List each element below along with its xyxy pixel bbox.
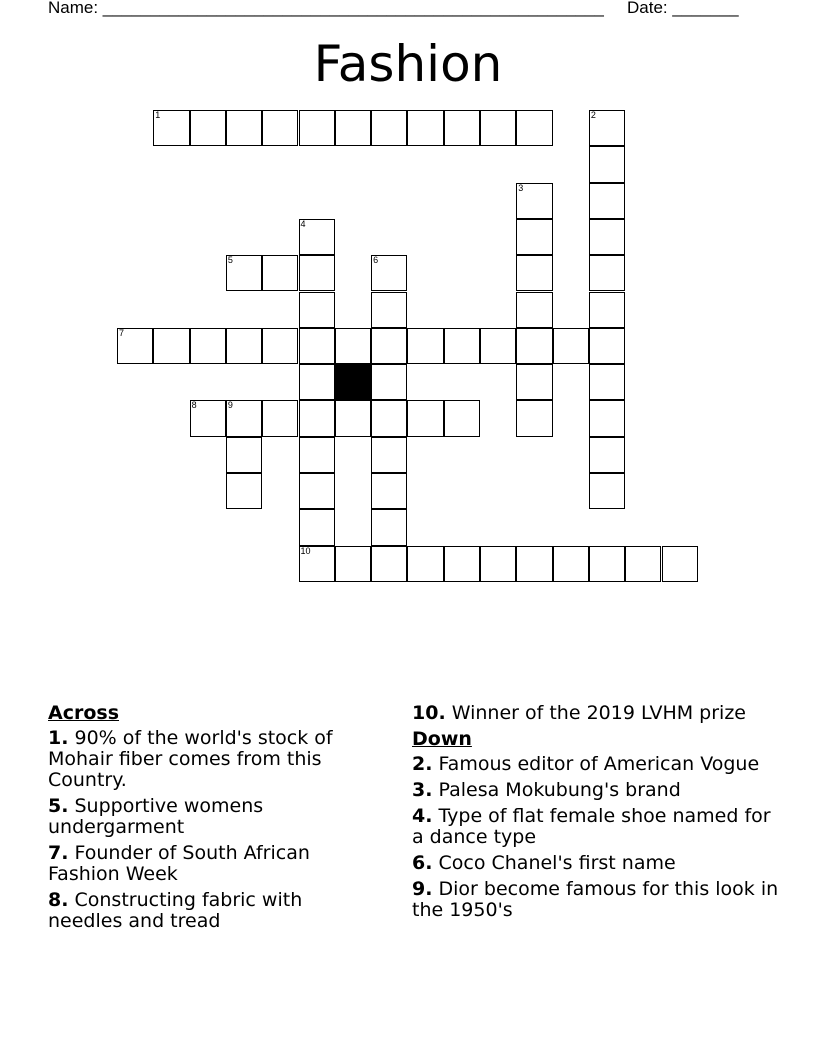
- grid-cell[interactable]: [226, 255, 262, 291]
- grid-cell[interactable]: [371, 328, 407, 364]
- name-field[interactable]: Name: _____________________________________________________: [48, 0, 604, 17]
- clue-across-1: [48, 728, 378, 791]
- grid-cell[interactable]: [589, 473, 625, 509]
- clue-across-8: [48, 890, 378, 932]
- grid-cell[interactable]: [335, 400, 371, 436]
- clue-text: Type of flat female shoe named for a dance type: [412, 805, 771, 848]
- grid-cell[interactable]: [516, 183, 552, 219]
- grid-cell[interactable]: [226, 110, 262, 146]
- clue-down-9: [412, 879, 782, 921]
- clue-number-label: 7: [119, 327, 125, 338]
- grid-cell[interactable]: [299, 509, 335, 545]
- clue-number-label: 9: [227, 400, 233, 411]
- grid-cell[interactable]: [299, 473, 335, 509]
- grid-cell[interactable]: [407, 546, 443, 582]
- grid-cell[interactable]: [589, 546, 625, 582]
- grid-cell[interactable]: [662, 546, 698, 582]
- grid-cell[interactable]: [589, 292, 625, 328]
- grid-cell[interactable]: [153, 328, 189, 364]
- clue-text: Coco Chanel's first name: [438, 852, 676, 874]
- grid-cell[interactable]: [299, 546, 335, 582]
- grid-cell[interactable]: [444, 110, 480, 146]
- clue-text: Supportive womens undergarment: [48, 795, 264, 838]
- page-title: Fashion: [313, 35, 503, 93]
- grid-cell[interactable]: [553, 546, 589, 582]
- grid-cell[interactable]: [299, 255, 335, 291]
- clue-across-10: [412, 703, 782, 724]
- clue-number: 5.: [48, 795, 69, 817]
- grid-cell[interactable]: [299, 292, 335, 328]
- grid-cell[interactable]: [480, 546, 516, 582]
- grid-cell[interactable]: [516, 219, 552, 255]
- clue-text: Famous editor of American Vogue: [438, 753, 760, 775]
- date-field[interactable]: Date: _______: [627, 0, 739, 17]
- clue-number-label: 10: [300, 545, 311, 556]
- grid-cell[interactable]: [516, 328, 552, 364]
- grid-cell[interactable]: [299, 437, 335, 473]
- grid-cell[interactable]: [190, 110, 226, 146]
- clue-number: 4.: [412, 805, 433, 827]
- grid-cell[interactable]: [625, 546, 661, 582]
- clue-text: Founder of South African Fashion Week: [48, 842, 310, 885]
- grid-cell[interactable]: [299, 400, 335, 436]
- clue-text: Winner of the 2019 LVHM prize: [451, 702, 746, 724]
- clue-text: Palesa Mokubung's brand: [438, 779, 681, 801]
- grid-cell[interactable]: [299, 110, 335, 146]
- grid-cell[interactable]: [371, 473, 407, 509]
- grid-cell[interactable]: [589, 364, 625, 400]
- clue-number-label: 2: [590, 110, 596, 120]
- clue-number-label: 8: [191, 400, 197, 411]
- clues-column-right: [412, 703, 782, 926]
- grid-cell[interactable]: [516, 255, 552, 291]
- grid-cell[interactable]: [589, 328, 625, 364]
- grid-cell[interactable]: [226, 437, 262, 473]
- grid-cell[interactable]: [589, 400, 625, 436]
- black-square: [335, 364, 371, 400]
- grid-cell[interactable]: [371, 546, 407, 582]
- grid-cell[interactable]: [226, 400, 262, 436]
- clue-number: 2.: [412, 753, 433, 775]
- clue-text: Constructing fabric with needles and tread: [48, 889, 303, 932]
- clue-number: 10.: [412, 702, 446, 724]
- clue-text: Dior become famous for this look in the 1950's: [412, 878, 779, 921]
- grid-cell[interactable]: [335, 328, 371, 364]
- clue-down-3: [412, 780, 782, 801]
- clue-number: 1.: [48, 727, 69, 749]
- grid-cell[interactable]: [299, 219, 335, 255]
- grid-cell[interactable]: [190, 400, 226, 436]
- clue-number: 6.: [412, 852, 433, 874]
- grid-cell[interactable]: [371, 255, 407, 291]
- clue-down-4: [412, 806, 782, 848]
- grid-cell[interactable]: [480, 110, 516, 146]
- clue-number: 9.: [412, 878, 433, 900]
- grid-cell[interactable]: [153, 110, 189, 146]
- grid-cell[interactable]: [262, 255, 298, 291]
- across-heading: Across: [48, 702, 120, 724]
- clue-down-6: [412, 853, 782, 874]
- grid-cell[interactable]: [516, 364, 552, 400]
- clue-number-label: 1: [155, 110, 161, 120]
- clue-across-5: [48, 796, 378, 838]
- grid-cell[interactable]: [516, 400, 552, 436]
- grid-cell[interactable]: [335, 110, 371, 146]
- grid-cell[interactable]: [371, 110, 407, 146]
- clue-text: 90% of the world's stock of Mohair fiber comes from this Country.: [48, 727, 333, 791]
- clue-number-label: 5: [227, 255, 233, 266]
- grid-cell[interactable]: [444, 400, 480, 436]
- down-heading: Down: [412, 728, 472, 750]
- grid-cell[interactable]: [262, 328, 298, 364]
- grid-cell[interactable]: [480, 328, 516, 364]
- grid-cell[interactable]: [589, 255, 625, 291]
- grid-cell[interactable]: [262, 400, 298, 436]
- grid-cell[interactable]: [299, 364, 335, 400]
- grid-cell[interactable]: [589, 110, 625, 146]
- grid-cell[interactable]: [117, 328, 153, 364]
- grid-cell[interactable]: [407, 400, 443, 436]
- clue-number: 8.: [48, 889, 69, 911]
- grid-cell[interactable]: [444, 546, 480, 582]
- clue-number: 3.: [412, 779, 433, 801]
- grid-cell[interactable]: [516, 292, 552, 328]
- clues-column-left: [48, 703, 378, 937]
- grid-cell[interactable]: [589, 183, 625, 219]
- clue-number-label: 3: [518, 182, 524, 193]
- grid-cell[interactable]: [371, 509, 407, 545]
- grid-cell[interactable]: [226, 328, 262, 364]
- grid-cell[interactable]: [190, 328, 226, 364]
- grid-cell[interactable]: [589, 437, 625, 473]
- grid-cell[interactable]: [589, 219, 625, 255]
- grid-cell[interactable]: [407, 328, 443, 364]
- grid-cell[interactable]: [299, 328, 335, 364]
- grid-cell[interactable]: [371, 292, 407, 328]
- grid-cell[interactable]: [371, 364, 407, 400]
- clue-number-label: 4: [300, 218, 306, 229]
- grid-cell[interactable]: [516, 110, 552, 146]
- grid-cell[interactable]: [444, 328, 480, 364]
- clue-number-label: 6: [373, 255, 379, 266]
- grid-cell[interactable]: [371, 437, 407, 473]
- grid-cell[interactable]: [516, 546, 552, 582]
- grid-cell[interactable]: [407, 110, 443, 146]
- clue-number: 7.: [48, 842, 69, 864]
- clue-across-7: [48, 843, 378, 885]
- grid-cell[interactable]: [553, 328, 589, 364]
- grid-cell[interactable]: [371, 400, 407, 436]
- clue-down-2: [412, 754, 782, 775]
- grid-cell[interactable]: [262, 110, 298, 146]
- grid-cell[interactable]: [589, 146, 625, 182]
- grid-cell[interactable]: [226, 473, 262, 509]
- grid-cell[interactable]: [335, 546, 371, 582]
